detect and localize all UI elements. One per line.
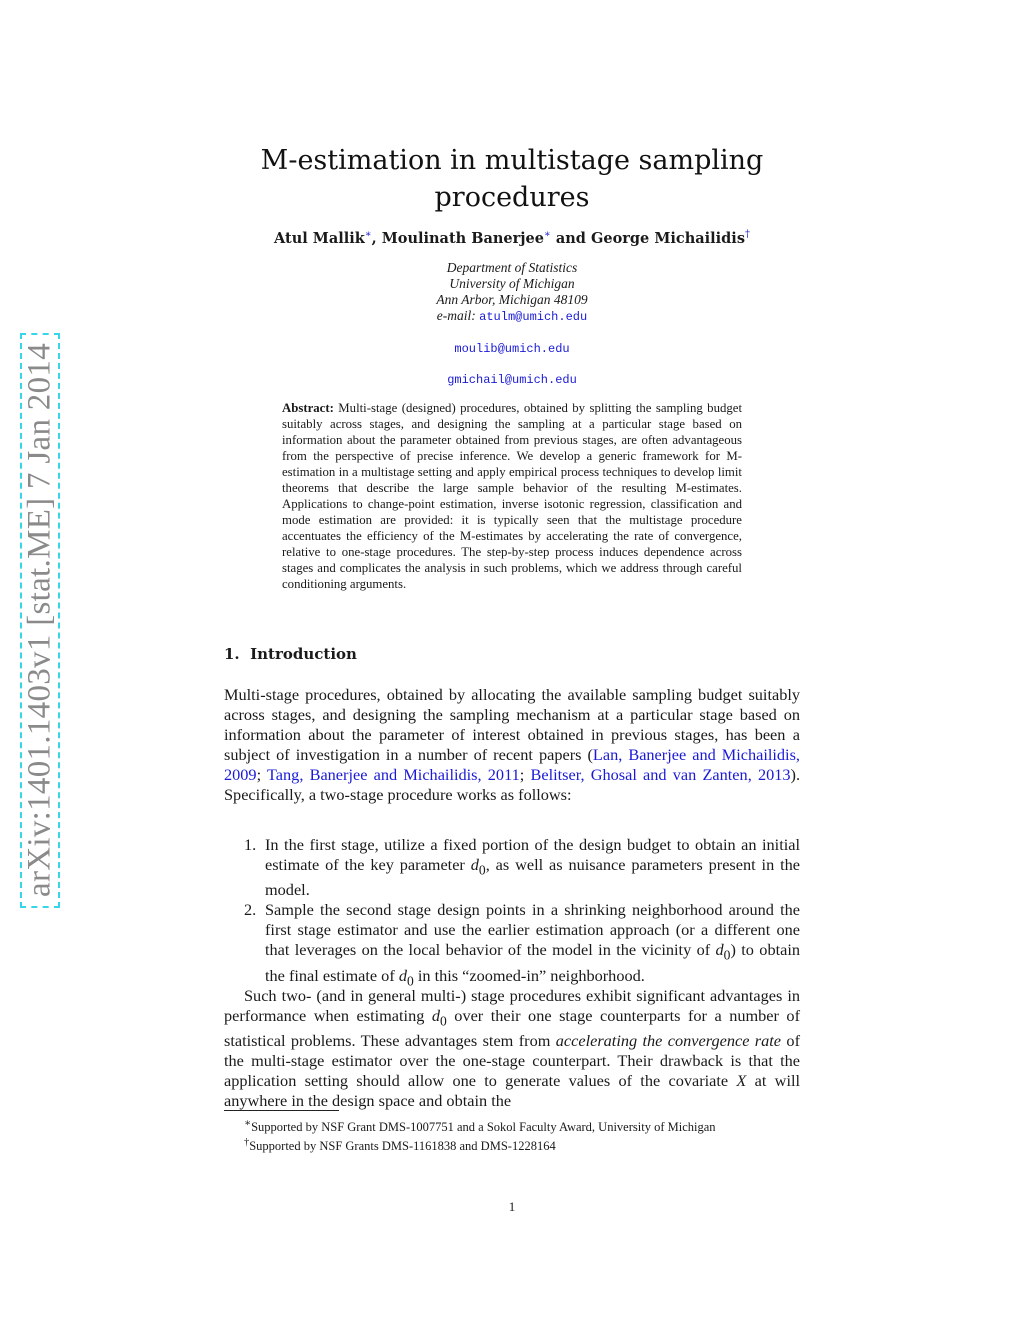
intro-paragraph-2 [224, 986, 800, 1111]
list-item-text: In the first stage, utilize a fixed portion of the design budget to obtain an initial estimate of the key parameter [265, 835, 800, 874]
paragraph-text: ). Specifically, a two-stage procedure works as follows: [224, 765, 801, 804]
list-item-number: 2. [244, 900, 257, 920]
footnote-1-text: Supported by NSF Grant DMS-1007751 and a Sokol Faculty Award, University of Michigan [251, 1120, 716, 1135]
author-2: Moulinath Banerjee [381, 229, 544, 247]
abstract-text: Multi-stage (designed) procedures, obtained by splitting the sampling budget suitably across stages, and designing the sampling at a particular stage based on information about the parameter obtained from previous stages, are often advantageous from the perspective of precise inference. We develop a generic framework for M-estimation in a multistage setting and apply empirical process techniques to develop limit theorems that describe the large sample behavior of the resulting M-estimates. Applications to change-point estimation, inverse isotonic regression, classification and mode estimation are provided: it is typically seen that the multistage procedure accentuates the efficiency of the M-estimates by accelerating the rate of convergence, relative to one-stage procedures. The step-by-step process induces dependence across stages and complicates the analysis in such problems, which we address through careful conditioning arguments. [282, 401, 743, 591]
author-separator: and [550, 229, 591, 247]
math-symbol: d [715, 940, 724, 960]
math-symbol: d [398, 965, 407, 985]
math-subscript: 0 [723, 947, 731, 963]
list-item-text: in this “zoomed-in” neighborhood. [413, 965, 645, 985]
footnote-1 [224, 1116, 800, 1135]
author-3-footnote-mark[interactable]: † [744, 229, 750, 240]
list-item-text: , as well as nuisance parameters present in the model. [265, 855, 800, 900]
list-item-number: 1. [244, 835, 257, 854]
abstract-label: Abstract: [282, 401, 334, 415]
list-item-text: ) to obtain the final estimate of [265, 940, 800, 985]
title-line-2: procedures [434, 182, 590, 213]
footnotes [224, 1116, 800, 1154]
author-3: George Michailidis [590, 229, 745, 247]
list-item-2 [224, 900, 800, 991]
citation-authors: Tang, Banerjee and Michailidis [267, 765, 478, 784]
abstract [282, 400, 742, 592]
math-symbol-x: X [736, 1071, 747, 1091]
paragraph-text: over their one stage counterparts for a number of statistical problems. These advantages stem from [224, 1006, 800, 1051]
affiliation-department: Department of Statistics [446, 260, 578, 275]
citation-belitser-2013[interactable]: Belitser, Ghosal and van Zanten, 2013 [530, 765, 791, 784]
email-link-1[interactable]: atulm@umich.edu [479, 310, 588, 324]
affiliation-email-line [224, 308, 800, 325]
affiliation-university: University of Michigan [449, 276, 575, 291]
citation-year: 2013 [757, 765, 791, 784]
footnote-2-mark: † [244, 1137, 250, 1149]
footnote-2 [224, 1135, 800, 1154]
author-separator: , [371, 229, 382, 247]
email-line-3 [224, 372, 800, 387]
math-subscript: 0 [406, 972, 414, 988]
intro-paragraph-1: Multi-stage procedures, obtained by allocating the available sampling budget suitably across stages, and designing the sampling mechanism at a particular stage based on information about the parameter of interest obtained in previous stages, has been a subject of investigation in a number of recent papers (Lan, Banerjee and Michailidis, 2009; Tang, Banerjee and Michailidis, 2011; Belitser, Ghosal and van Zanten, 2013). Specifically, a two-stage procedure works as follows: [224, 685, 801, 804]
math-subscript: 0 [440, 1013, 447, 1029]
citation-authors: Belitser, Ghosal and van Zanten [530, 765, 748, 784]
footnote-2-text: Supported by NSF Grants DMS-1161838 and DMS-1228164 [249, 1139, 556, 1154]
email-line-2 [224, 341, 800, 356]
citation-lan-2009[interactable]: Lan, Banerjee and Michailidis, 2009 [224, 745, 800, 784]
arxiv-identifier: arXiv:1401.1403v1 [stat.ME] 7 Jan 2014 [21, 343, 58, 897]
citation-year: 2009 [224, 765, 257, 784]
math-symbol-d0 [432, 1006, 440, 1025]
list-item-1 [224, 835, 800, 900]
math-symbol-d0 [471, 855, 479, 874]
paragraph-text: of the multi-stage estimator over the one-stage counterpart. Their drawback is that the application setting should allow one to generate values of the covariate [224, 1031, 800, 1091]
math-subscript: 0 [478, 862, 486, 878]
author-2-footnote-mark[interactable]: ∗ [544, 229, 551, 240]
citation-authors: Lan, Banerjee and Michailidis [592, 745, 796, 764]
paper-title [224, 142, 800, 216]
email-label: e-mail: [436, 308, 480, 323]
citation-year: 2011 [487, 765, 520, 784]
emphasis-text: accelerating the convergence rate [555, 1031, 782, 1051]
author-1-footnote-mark[interactable]: ∗ [364, 229, 372, 240]
paragraph-text: Multi-stage procedures, obtained by allocating the available sampling budget suitably across stages, and designing the sampling mechanism at a particular stage based on information about the parameter of interest obtained in previous stages, has been a subject of investigation in a number of recent papers ( [224, 685, 800, 764]
paragraph-text: Such two- (and in general multi-) stage procedures exhibit significant advantages in performance when estimating [224, 986, 800, 1025]
email-link-3[interactable]: gmichail@umich.edu [447, 373, 577, 387]
citation-tang-2011[interactable]: Tang, Banerjee and Michailidis, 2011 [267, 765, 520, 784]
math-symbol: d [431, 1006, 440, 1025]
author-1: Atul Mallik [274, 229, 365, 247]
math-symbol-d0 [716, 940, 724, 959]
affiliation-city: Ann Arbor, Michigan 48109 [436, 292, 588, 307]
email-link-2[interactable]: moulib@umich.edu [454, 342, 570, 356]
list-item-text: Sample the second stage design points in a shrinking neighborhood around the first stage estimator and use the earlier estimation approach (or a different one that leverages on the local behavior of the model in the vicinity of [265, 900, 800, 960]
footnote-1-mark: ∗ [244, 1118, 252, 1129]
affiliation-block [224, 260, 800, 325]
procedure-list [224, 835, 800, 991]
math-symbol: d [470, 855, 479, 874]
footnote-divider [224, 1110, 339, 1111]
section-heading-introduction: 1. Introduction [224, 645, 357, 663]
paragraph-text: at will anywhere in the design space and obtain the [224, 1071, 801, 1111]
math-symbol-d0 [399, 966, 407, 985]
page-number: 1 [508, 1199, 516, 1214]
title-line-1: M-estimation in multistage sampling [260, 145, 764, 176]
author-list [224, 229, 800, 247]
